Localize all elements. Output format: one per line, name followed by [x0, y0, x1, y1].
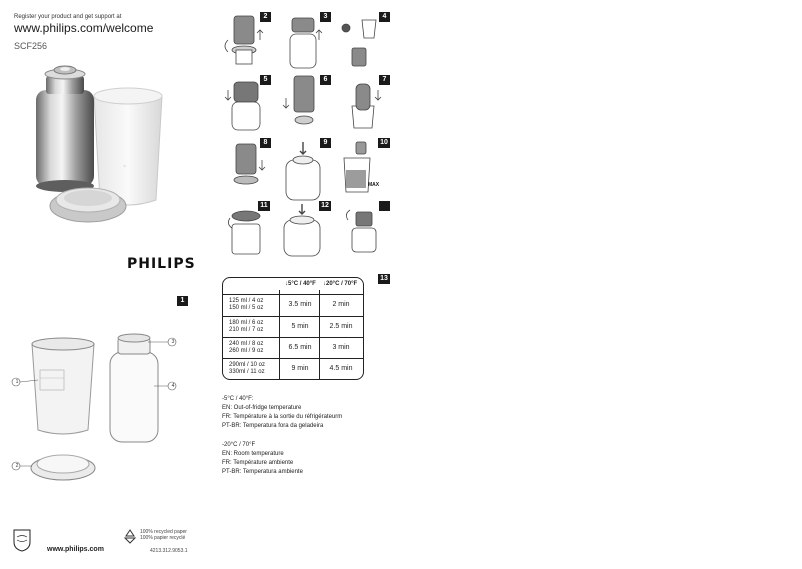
table-qty-2: 260 ml / 9 oz — [229, 348, 264, 354]
lid-bowl — [50, 188, 126, 222]
col-header-cold — [285, 281, 316, 287]
illustration-step-3 — [290, 18, 322, 68]
table-row — [223, 294, 363, 315]
table-qty — [229, 298, 263, 312]
beaker-cup — [94, 88, 162, 205]
table-qty-1: 240 ml / 8 oz — [229, 341, 264, 347]
callout-number-1: 1 — [15, 379, 19, 385]
recycled-line-1: 100% recycled paper — [140, 529, 187, 535]
model-number: SCF256 — [14, 41, 48, 51]
table-qty — [229, 362, 265, 376]
legend-room-en: EN: Room temperature — [222, 451, 284, 457]
table-qty — [229, 320, 263, 334]
table-time-room: 2.5 min — [329, 323, 353, 330]
table-qty-1: 290ml / 10 oz — [229, 362, 266, 368]
max-label: MAX — [368, 182, 380, 188]
table-qty-2: 150 ml / 5 oz — [229, 305, 264, 311]
legend-cold-en: EN: Out-of-fridge temperature — [222, 405, 302, 411]
table-row — [223, 358, 363, 380]
legend-cold-pt: PT-BR: Temperatura fora da geladeira — [222, 423, 324, 429]
illustration-step-8 — [234, 144, 265, 184]
part-flask — [110, 334, 158, 442]
step-badge-3: 3 — [320, 12, 331, 22]
table-time-cold: 6.5 min — [288, 344, 312, 351]
table-time-cold: 9 min — [291, 365, 309, 372]
table-time-room: 2 min — [332, 301, 350, 308]
step-badge-6: 6 — [320, 75, 331, 85]
step-badge-12: 12 — [319, 201, 331, 211]
illustration-step-13 — [346, 210, 376, 252]
table-qty — [229, 341, 263, 355]
table-time-cold: 3.5 min — [288, 301, 312, 308]
table-qty-1: 180 ml / 6 oz — [229, 320, 264, 326]
col-header-room-label: 20°C / 70°F — [326, 281, 358, 287]
down-arrow-icon: ↓ — [323, 281, 326, 287]
steps-illustrations — [220, 10, 395, 265]
recycle-icon — [122, 528, 138, 544]
stainless-flask — [36, 66, 94, 192]
col-header-room — [323, 281, 357, 287]
legend-cold-fr: FR: Température à la sortie du réfrigérateurm — [222, 414, 343, 420]
footer-url[interactable]: www.philips.com — [47, 546, 104, 553]
illustration-step-4 — [342, 20, 376, 66]
illustration-step-6 — [283, 76, 314, 124]
step-badge-blank — [379, 201, 390, 211]
register-text: Register your product and get support at — [14, 14, 122, 20]
step-badge-4: 4 — [379, 12, 390, 22]
step-badge-10: 10 — [378, 138, 390, 148]
callout-number-3: 3 — [171, 339, 175, 345]
step-badge-1: 1 — [177, 296, 188, 306]
part-lid — [31, 455, 95, 480]
step-badge-7: 7 — [379, 75, 390, 85]
callout-number-2: 2 — [15, 463, 19, 469]
table-time-room: 3 min — [332, 344, 350, 351]
table-time-room: 4.5 min — [329, 365, 353, 372]
illustration-step-10 — [344, 142, 370, 192]
illustration-step-9 — [286, 142, 320, 200]
brand-logo-text: PHILIPS — [127, 256, 196, 272]
recycled-line-2: 100% papier recyclé — [140, 535, 186, 541]
illustration-step-12 — [284, 204, 320, 256]
recycled-paper-note — [140, 529, 187, 541]
table-qty-2: 210 ml / 7 oz — [229, 327, 264, 333]
document-code: 4213.312.9053.1 — [150, 548, 188, 554]
table-row — [223, 337, 363, 358]
illustration-step-5 — [225, 82, 260, 130]
col-header-cold-label: 5°C / 40°F — [288, 281, 316, 287]
illustration-step-2 — [225, 16, 263, 64]
step-badge-13: 13 — [378, 274, 390, 284]
philips-shield-icon — [12, 528, 32, 552]
step-badge-11: 11 — [258, 201, 270, 211]
svg-text:~: ~ — [123, 164, 126, 170]
website-url[interactable]: www.philips.com/welcome — [14, 21, 154, 35]
down-arrow-icon: ↓ — [285, 281, 288, 287]
table-time-cold: 5 min — [291, 323, 309, 330]
step-badge-9: 9 — [320, 138, 331, 148]
table-qty-1: 125 ml / 4 oz — [229, 298, 264, 304]
table-row — [223, 316, 363, 337]
illustration-step-11 — [228, 211, 260, 254]
callout-number-4: 4 — [171, 383, 175, 389]
part-beaker — [32, 338, 94, 434]
parts-diagram — [8, 330, 188, 490]
step-badge-2: 2 — [260, 12, 271, 22]
warming-time-table — [222, 277, 364, 380]
table-qty-2: 330ml / 11 oz — [229, 369, 265, 375]
legend-room-fr: FR: Température ambiente — [222, 460, 294, 466]
legend-room-pt: PT-BR: Temperatura ambiente — [222, 469, 303, 475]
product-illustration — [28, 60, 178, 240]
step-badge-8: 8 — [260, 138, 271, 148]
step-badge-5: 5 — [260, 75, 271, 85]
illustration-step-7 — [352, 84, 381, 128]
legend-room-title: -20°C / 70°F — [222, 442, 256, 448]
legend-cold-title: -5°C / 40°F: — [222, 396, 254, 402]
